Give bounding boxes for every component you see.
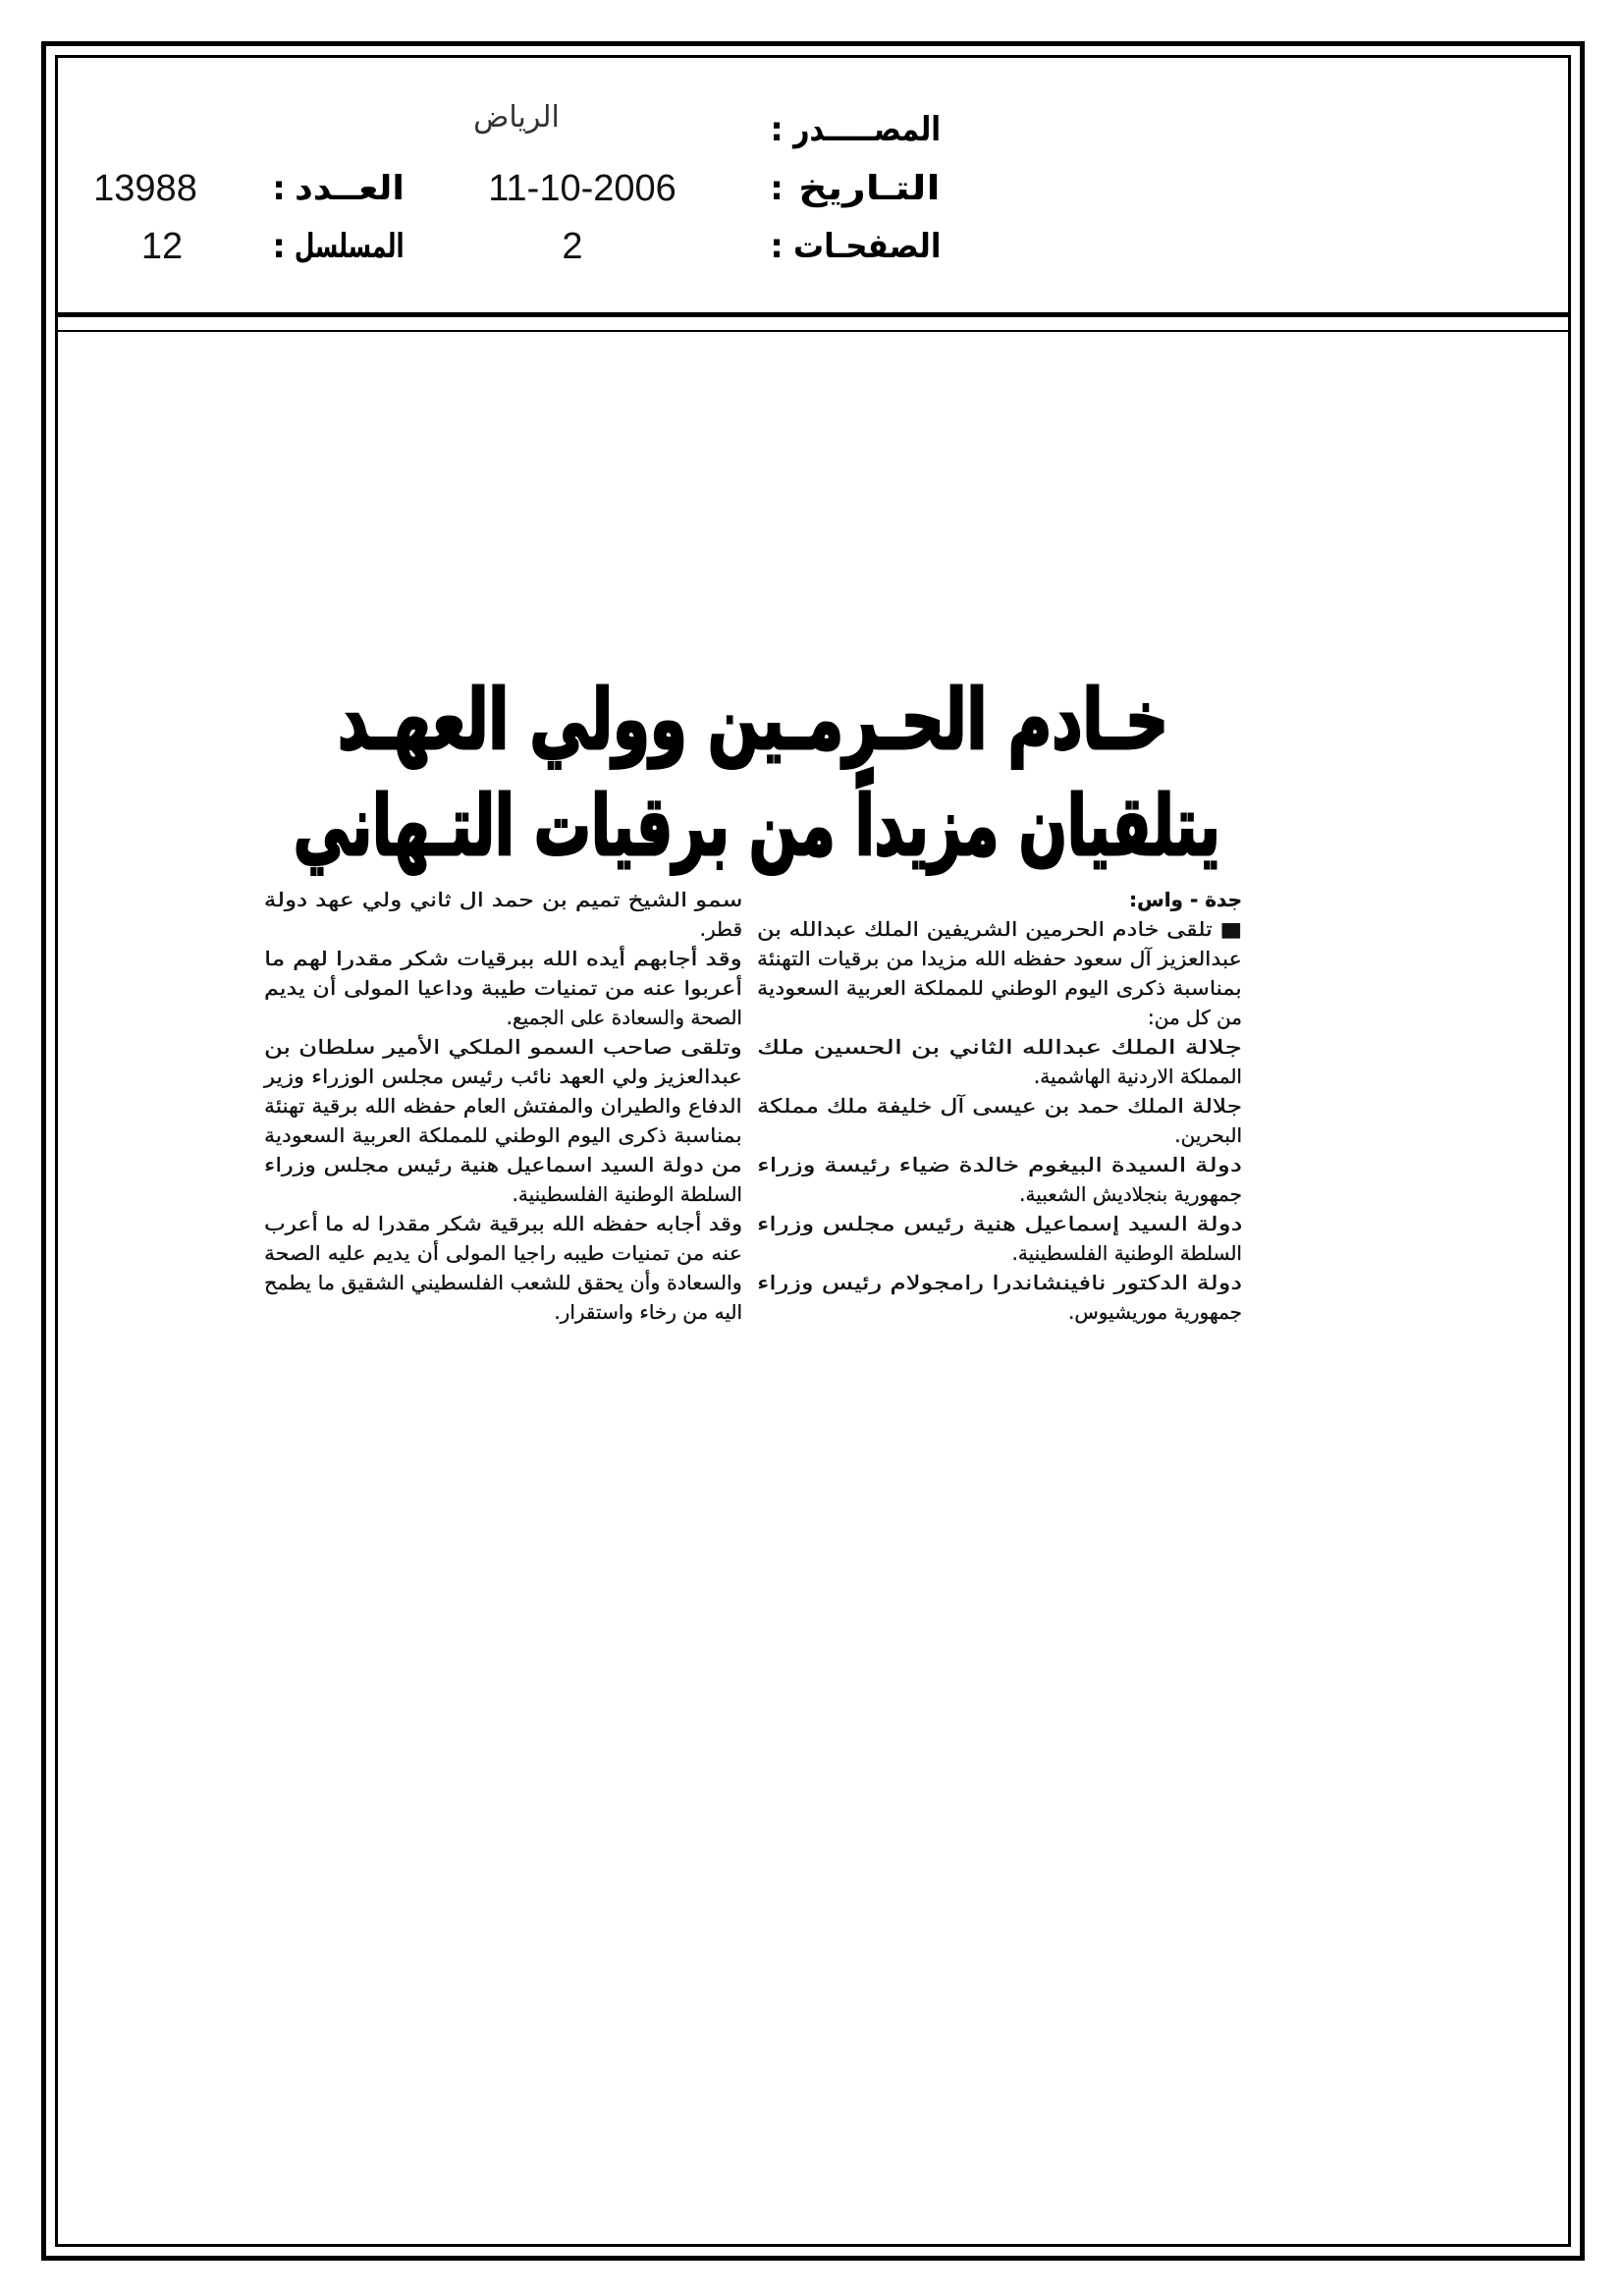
date-label [798,167,941,210]
colon-separator: : [770,227,784,266]
text-line [264,1268,742,1297]
line-text: المملكة الاردنية الهاشمية. [1033,1065,1242,1088]
dateline-text: جدة - واس: [1129,888,1242,911]
paragraph [757,1032,1242,1091]
text-line [264,1179,742,1209]
headline-text: يتلقيان مزيداً من برقيات التـهاني [294,778,1220,874]
text-line [264,973,742,1003]
line-text: دولة الدكتور نافينشاندرا رامجولام رئيس وزراء [756,1271,1242,1294]
source-value: الرياض [473,100,560,135]
text-line [757,1121,1242,1150]
line-text: دولة السيدة البيغوم خالدة ضياء رئيسة وزراء [757,1153,1242,1176]
paragraph [264,1032,742,1209]
colon-separator: : [272,169,286,208]
text-line [264,1091,742,1121]
line-text: وتلقى صاحب السمو الملكي الأمير سلطان بن [264,1035,742,1059]
line-text: من كل من: [1148,1006,1242,1029]
date-label-text: التـاريخ [798,169,941,208]
paragraph [757,1150,1242,1209]
article-column-left [264,885,742,1327]
text-line [264,1297,742,1327]
paragraph [264,944,742,1032]
colon-separator: : [770,169,784,208]
date-value: 11-10-2006 [488,168,676,209]
text-line [757,1268,1242,1297]
line-text: السلطة الوطنية الفلسطينية. [512,1182,742,1206]
text-line [264,944,742,973]
line-text: ■ تلقى خادم الحرمين الشريفين الملك عبدالله بن [756,917,1242,941]
colon-separator: : [272,227,286,266]
text-line [757,944,1242,973]
header-divider-thin [55,330,1571,332]
serial-value: 12 [140,226,184,267]
line-text: جلالة الملك عبدالله الثاني بن الحسين ملك [756,1035,1242,1059]
line-text: دولة السيد إسماعيل هنية رئيس مجلس وزراء [756,1212,1242,1235]
text-line [757,1003,1242,1032]
line-text: والسعادة وأن يحقق للشعب الفلسطيني الشقيق ما يطمح [264,1271,742,1294]
serial-label-text: المسلسل [295,227,405,266]
line-text: وقد أجابه حفظه الله ببرقية شكر مقدرا له ما أعرب [263,1212,742,1235]
text-line [757,1179,1242,1209]
text-line [264,914,742,944]
line-text: جمهورية موريشيوس. [1067,1300,1242,1324]
line-text: عنه من تمنيات طيبه راجيا المولى أن يديم عليه الصحة [264,1241,742,1265]
text-line [757,973,1242,1003]
serial-label [295,225,405,268]
pages-label-text: الصفحـات [792,227,941,266]
article-column-right [757,885,1242,1327]
line-text: قطر. [699,917,742,941]
paragraph [264,885,742,944]
source-label [793,108,941,151]
paragraph [757,1091,1242,1150]
line-text: السلطة الوطنية الفلسطينية. [1011,1241,1242,1265]
line-text: وقد أجابهم أيده الله ببرقيات شكر مقدرا لهم ما [264,947,742,970]
line-text: بمناسبة ذكرى اليوم الوطني للمملكة العربية السعودية [757,976,1242,1000]
issue-number-value: 13988 [93,168,197,209]
line-text: جمهورية بنجلاديش الشعبية. [1019,1182,1242,1206]
line-text: اليه من رخاء واستقرار. [554,1300,742,1324]
text-line [264,1062,742,1091]
text-line [264,1032,742,1062]
headline-line [338,666,1168,774]
text-line [757,914,1242,944]
line-text: الدفاع والطيران والمفتش العام حفظه الله برقية تهنئة [264,1094,742,1118]
line-text: أعربوا عنه من تمنيات طيبة وداعيا المولى أن يديم [264,976,742,1000]
text-line [264,885,742,914]
pages-label [793,225,941,268]
text-line [264,1121,742,1150]
line-text: عبدالعزيز آل سعود حفظه الله مزيدا من برقيات التهنئة [757,947,1242,970]
text-line [757,1091,1242,1121]
source-label-text: المصـــــدر [792,110,941,149]
headline-text: خـادم الحـرمـين وولي العهـد [337,672,1168,768]
text-line [757,1297,1242,1327]
colon-separator: : [770,110,784,149]
text-line [264,1209,742,1238]
text-line [757,1150,1242,1179]
line-text: جلالة الملك حمد بن عيسى آل خليفة ملك مملكة [756,1094,1242,1118]
issue-number-label [295,167,405,210]
header-divider-thick [55,312,1571,317]
pages-value: 2 [562,226,583,267]
text-line [264,1238,742,1268]
line-text: عبدالعزيز ولي العهد نائب رئيس مجلس الوزراء وزير [264,1065,742,1088]
text-line [264,1003,742,1032]
line-text: من دولة السيد اسماعيل هنية رئيس مجلس وزراء [264,1153,742,1176]
line-text: البحرين. [1174,1123,1242,1147]
text-line [757,1032,1242,1062]
text-line [757,1238,1242,1268]
line-text: الصحة والسعادة على الجميع. [506,1006,742,1029]
line-text: سمو الشيخ تميم بن حمد ال ثاني ولي عهد دولة [263,888,742,911]
paragraph [757,1209,1242,1268]
headline-line [294,772,1220,880]
text-line [757,1062,1242,1091]
text-line [757,1209,1242,1238]
paragraph [757,914,1242,1032]
issue-number-label-text: العــدد [295,169,405,208]
paragraph [264,1209,742,1327]
line-text: بمناسبة ذكرى اليوم الوطني للمملكة العربية السعودية [264,1123,742,1147]
text-line [264,1150,742,1179]
dateline [757,885,1242,914]
paragraph [757,1268,1242,1327]
